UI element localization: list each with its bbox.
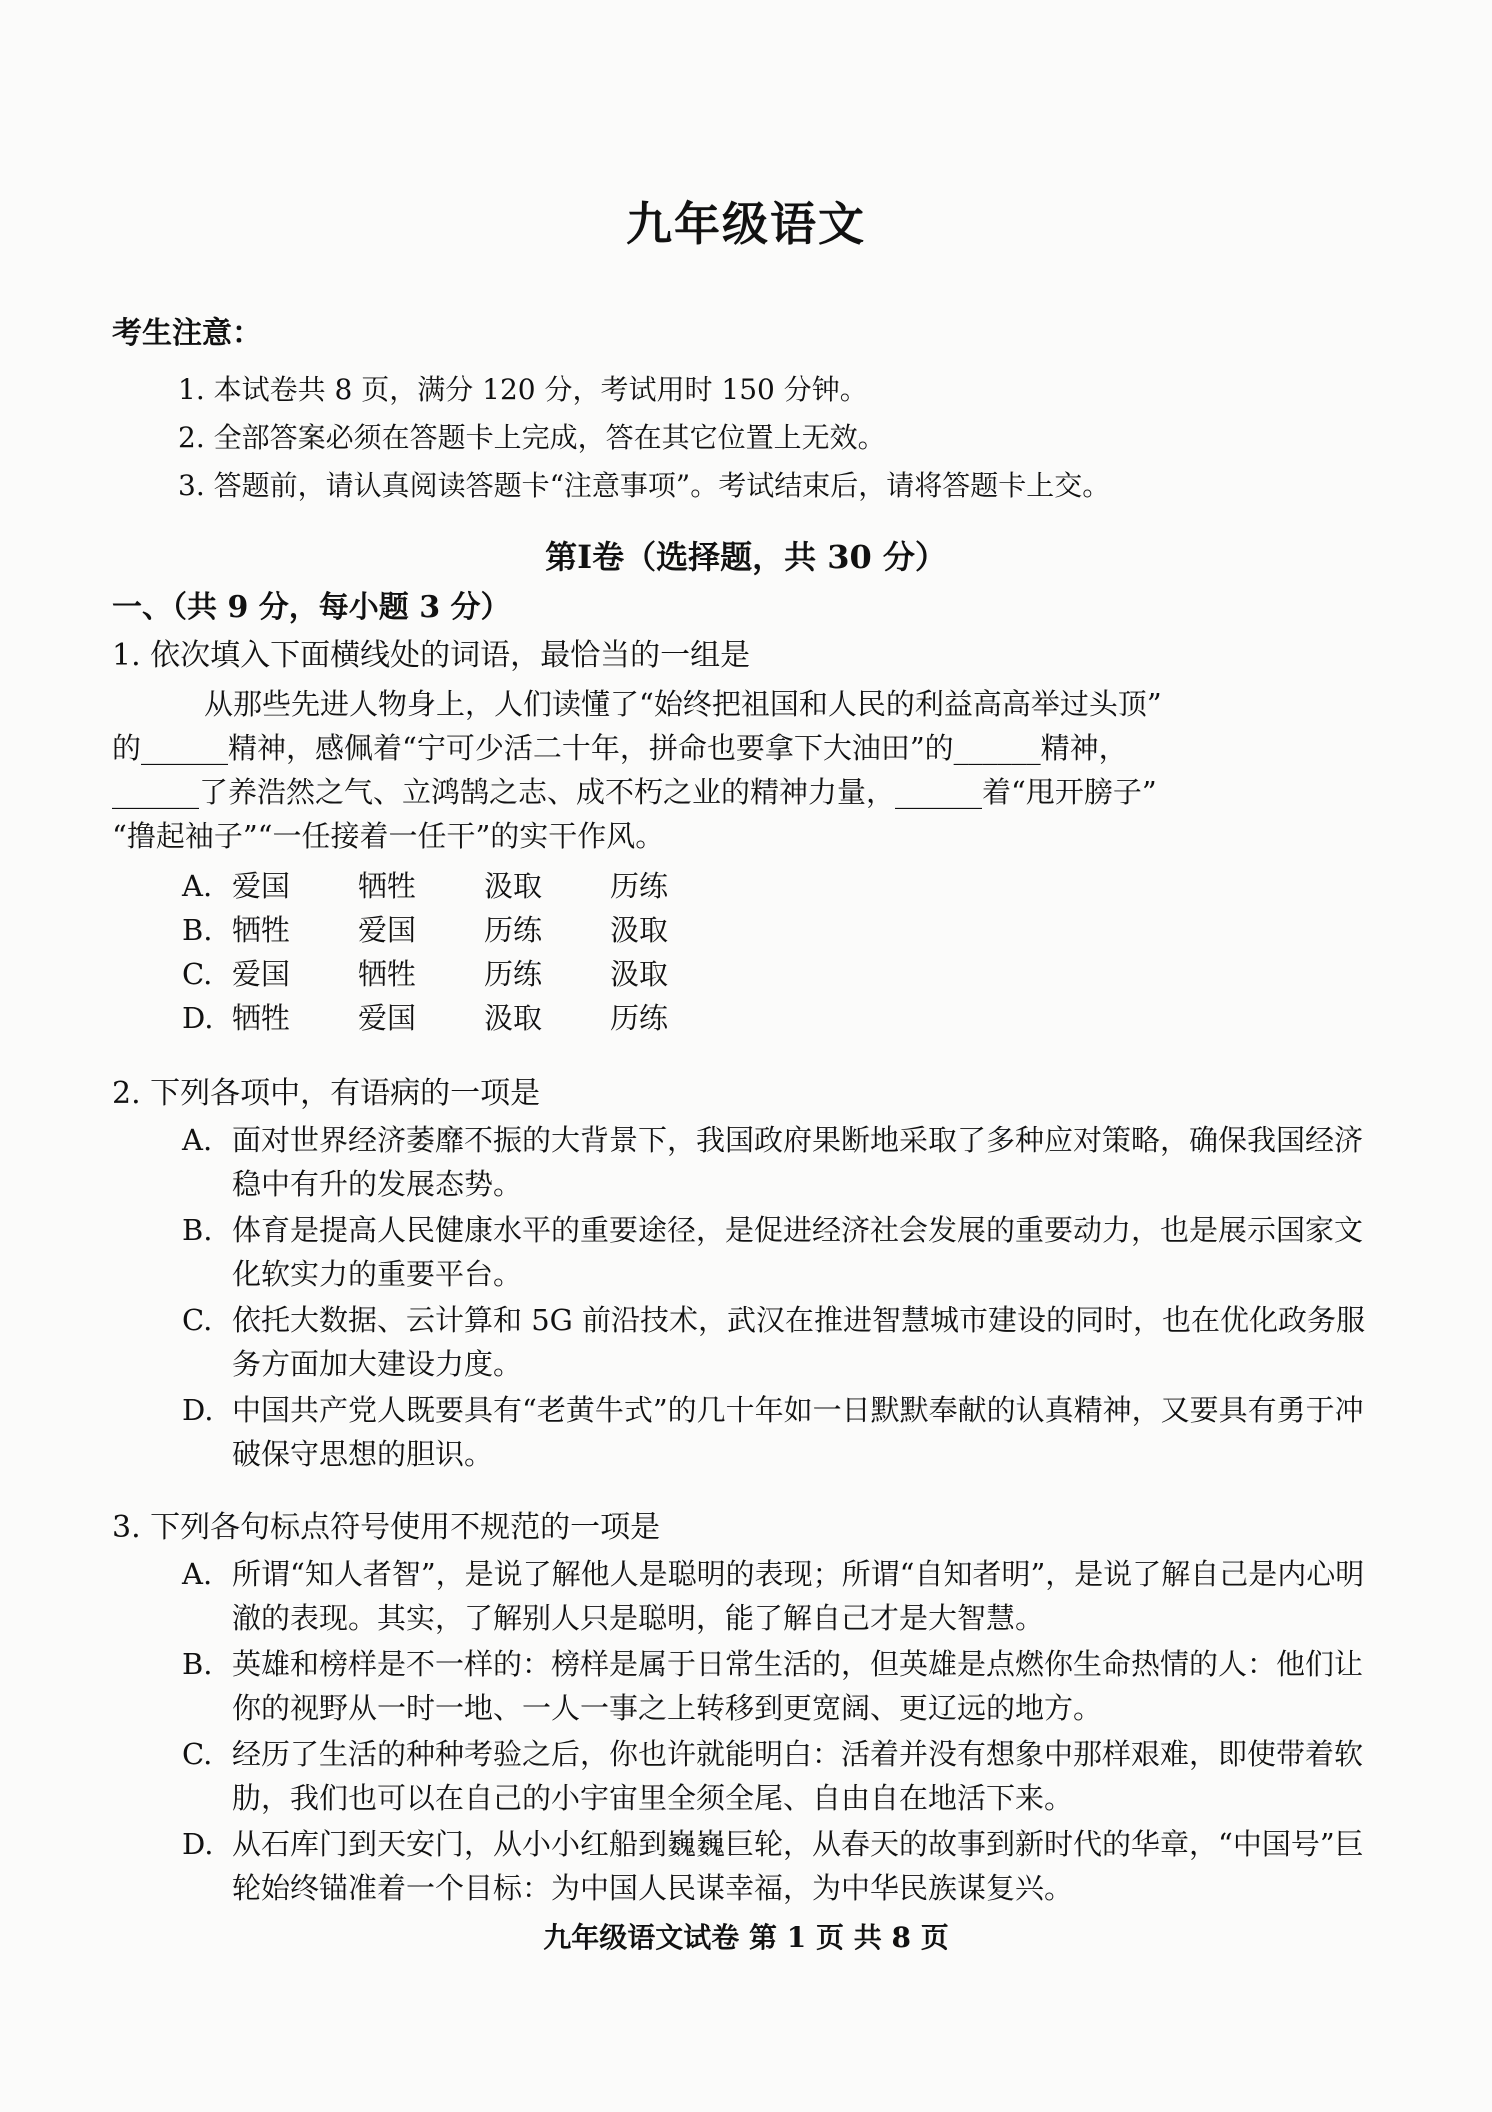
- passage-line: 的______精神，感佩着“宁可少活二十年，拼命也要拿下大油田”的______精神，: [112, 731, 1128, 765]
- choice-row: [182, 952, 1412, 996]
- choice-row: [182, 864, 1412, 908]
- question-stem: 3. 下列各句标点符号使用不规范的一项是: [112, 1510, 661, 1545]
- section-title: 第Ⅰ卷（选择题，共 30 分）: [545, 538, 947, 576]
- choice-letter: A.: [182, 869, 213, 903]
- choice-row: [182, 908, 1412, 952]
- choice-letter: B.: [182, 913, 213, 947]
- passage-line: ______了养浩然之气、立鸿鹄之志、成不朽之业的精神力量，______着“甩开膀子”: [112, 775, 1157, 809]
- option-letter: C.: [182, 1303, 213, 1337]
- passage-line: 从那些先进人物身上，人们读懂了“始终把祖国和人民的利益高高举过头顶”: [204, 687, 1162, 721]
- choice-cell: 历练: [484, 913, 543, 947]
- option-letter: D.: [182, 1393, 214, 1427]
- choice-cell: 历练: [484, 957, 543, 991]
- choice-cell: 牺牲: [232, 913, 291, 947]
- option-text: 从石库门到天安门，从小小红船到巍巍巨轮，从春天的故事到新时代的华章，“中国号”巨轮始终锚准着一个目标：为中国人民谋幸福，为中华民族谋复兴。: [232, 1827, 1364, 1905]
- choice-cell: 历练: [610, 869, 669, 903]
- choice-cell: 爱国: [358, 913, 417, 947]
- option-text: 所谓“知人者智”，是说了解他人是聪明的表现；所谓“自知者明”，是说了解自己是内心明澈的表现。其实，了解别人只是聪明，能了解自己才是大智慧。: [232, 1557, 1365, 1635]
- part-heading: 一、（共 9 分，每小题 3 分）: [112, 590, 511, 625]
- choice-cell: 汲取: [610, 957, 669, 991]
- choice-letter: C.: [182, 957, 213, 991]
- option-text: 中国共产党人既要具有“老黄牛式”的几十年如一日默默奉献的认真精神，又要具有勇于冲破保守思想的胆识。: [232, 1393, 1364, 1471]
- choice-cell: 汲取: [484, 869, 543, 903]
- page-footer: 九年级语文试卷 第 1 页 共 8 页: [543, 1921, 949, 1954]
- option-text: 面对世界经济萎靡不振的大背景下，我国政府果断地采取了多种应对策略，确保我国经济稳中有升的发展态势。: [232, 1123, 1364, 1201]
- choice-cell: 汲取: [484, 1001, 543, 1035]
- question-2: [112, 1072, 1412, 1476]
- question-1: [112, 634, 1412, 1040]
- option: [182, 1388, 1412, 1476]
- option: [182, 1208, 1412, 1296]
- option-letter: C.: [182, 1737, 213, 1771]
- choice-cell: 牺牲: [358, 869, 417, 903]
- option-letter: A.: [182, 1557, 213, 1591]
- choice-cell: 牺牲: [232, 1001, 291, 1035]
- option: [182, 1822, 1412, 1910]
- option-text: 依托大数据、云计算和 5G 前沿技术，武汉在推进智慧城市建设的同时，也在优化政务服务方面加大建设力度。: [232, 1303, 1366, 1381]
- notice-heading: 考生注意：: [112, 316, 262, 351]
- option: [182, 1552, 1412, 1640]
- passage-line: “撸起袖子”“一任接着一任干”的实干作风。: [112, 819, 665, 853]
- notice-item: 2. 全部答案必须在答题卡上完成，答在其它位置上无效。: [178, 421, 886, 454]
- option-text: 体育是提高人民健康水平的重要途径，是促进经济社会发展的重要动力，也是展示国家文化软实力的重要平台。: [232, 1213, 1364, 1291]
- choice-cell: 爱国: [358, 1001, 417, 1035]
- option: [182, 1732, 1412, 1820]
- option-letter: A.: [182, 1123, 213, 1157]
- question-passage: [112, 682, 1412, 858]
- notice-item: 3. 答题前，请认真阅读答题卡“注意事项”。考试结束后，请将答题卡上交。: [178, 469, 1111, 502]
- choice-cell: 历练: [610, 1001, 669, 1035]
- question-3: [112, 1506, 1412, 1910]
- option: [182, 1118, 1412, 1206]
- choice-cell: 牺牲: [358, 957, 417, 991]
- choice-table: [112, 864, 1412, 1040]
- choice-cell: 汲取: [610, 913, 669, 947]
- option-letter: D.: [182, 1827, 214, 1861]
- choice-letter: D.: [182, 1001, 214, 1035]
- option-letter: B.: [182, 1647, 213, 1681]
- notice-item: 1. 本试卷共 8 页，满分 120 分，考试用时 150 分钟。: [178, 373, 868, 406]
- option-text: 英雄和榜样是不一样的：榜样是属于日常生活的，但英雄是点燃你生命热情的人：他们让你的视野从一时一地、一人一事之上转移到更宽阔、更辽远的地方。: [232, 1647, 1364, 1725]
- choice-row: [182, 996, 1412, 1040]
- choice-cell: 爱国: [232, 957, 291, 991]
- question-stem: 2. 下列各项中，有语病的一项是: [112, 1076, 541, 1111]
- option-letter: B.: [182, 1213, 213, 1247]
- option: [182, 1642, 1412, 1730]
- option: [182, 1298, 1412, 1386]
- page-title: 九年级语文: [626, 197, 866, 251]
- choice-cell: 爱国: [232, 869, 291, 903]
- question-stem: 1. 依次填入下面横线处的词语，最恰当的一组是: [112, 638, 751, 673]
- option-text: 经历了生活的种种考验之后，你也许就能明白：活着并没有想象中那样艰难，即使带着软肋，我们也可以在自己的小宇宙里全须全尾、自由自在地活下来。: [232, 1737, 1364, 1815]
- exam-notice: [112, 308, 1382, 510]
